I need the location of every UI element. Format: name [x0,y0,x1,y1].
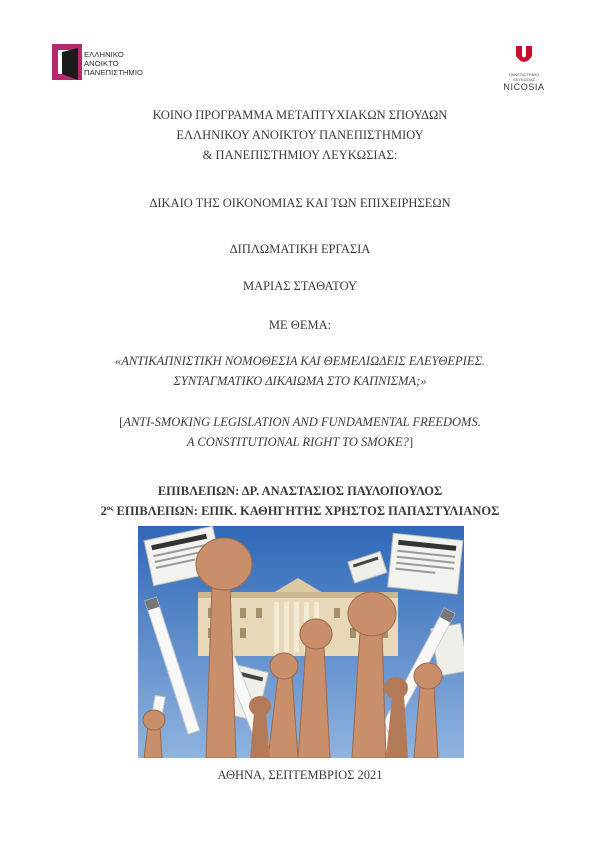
author-name: ΜΑΡΙΑΣ ΣΤΑΘΑΤΟΥ [242,279,358,293]
second-supervisor-ordinal: ος [106,504,114,512]
hou-logo-line: ΑΝΟΙΚΤΟ [84,59,119,68]
unic-logo-city: NICOSIA [503,82,545,92]
subject-label: ΜΕ ΘΕΜΑ: [268,318,332,332]
english-title-line-2 [0,435,600,450]
english-title-line-1 [0,415,600,430]
place-and-date: ΑΘΗΝΑ, ΣΕΠΤΕΜΒΡΙΟΣ 2021 [217,768,383,782]
english-title-text-2: A CONSTITUTIONAL RIGHT TO SMOKE? [186,435,409,449]
field-of-study: ΔΙΚΑΙΟ ΤΗΣ ΟΙΚΟΝΟΜΙΑΣ ΚΑΙ ΤΩΝ ΕΠΙΧΕΙΡΗΣΕΩΝ [149,196,451,210]
hou-logo-mark-icon [52,44,82,80]
program-line-2: ΕΛΛΗΝΙΚΟΥ ΑΝΟΙΚΤΟΥ ΠΑΝΕΠΙΣΤΗΜΙΟΥ [176,128,424,142]
unic-logo [500,44,548,94]
second-supervisor-text: ΕΠΙΒΛΕΠΩΝ: ΕΠΙΚ. ΚΑΘΗΓΗΤΗΣ ΧΡΗΣΤΟΣ ΠΑΠΑΣΤΥΛΙΑΝΟΣ [113,504,500,519]
greek-title-line-1: «ΑΝΤΙΚΑΠΝΙΣΤΙΚΗ ΝΟΜΟΘΕΣΙΑ ΚΑΙ ΘΕΜΕΛΙΩΔΕΙΣ ΕΛΕΥΘΕΡΙΕΣ. [114,354,486,368]
program-line-3: & ΠΑΝΕΠΙΣΤΗΜΙΟΥ ΛΕΥΚΩΣΙΑΣ: [202,148,398,162]
hou-logo-line: ΠΑΝΕΠΙΣΤΗΜΙΟ [84,68,144,77]
cover-image [138,526,464,758]
unic-logo-subtitle: ΠΑΝΕΠΙΣΤΗΜΙΟ ΛΕΥΚΩΣΙΑΣ [508,72,540,82]
hou-logo-line: ΕΛΛΗΝΙΚΟ [84,50,124,59]
second-supervisor [0,504,600,519]
bracket-open: [ [119,415,124,429]
hou-logo [52,44,162,84]
hou-logo-text [84,50,143,77]
protest-fists-cigarettes-illustration-icon [138,526,464,758]
program-line-1: ΚΟΙΝΟ ΠΡΟΓΡΑΜΜΑ ΜΕΤΑΠΤΥΧΙΑΚΩΝ ΣΠΟΥΔΩΝ [152,108,448,122]
english-title-text-1: ANTI-SMOKING LEGISLATION AND FUNDAMENTAL FREEDOMS. [123,415,481,429]
document-type: ΔΙΠΛΩΜΑΤΙΚΗ ΕΡΓΑΣΙΑ [229,242,371,256]
greek-title-line-2: ΣΥΝΤΑΓΜΑΤΙΚΟ ΔΙΚΑΙΩΜΑ ΣΤΟ ΚΑΠΝΙΣΜΑ;» [173,374,427,388]
bracket-close: ] [408,435,414,449]
second-supervisor-number: 2 [100,504,107,519]
supervisor: ΕΠΙΒΛΕΠΩΝ: ΔΡ. ΑΝΑΣΤΑΣΙΟΣ ΠΑΥΛΟΠΟΥΛΟΣ [157,484,443,498]
unic-logo-mark-icon [514,44,534,66]
